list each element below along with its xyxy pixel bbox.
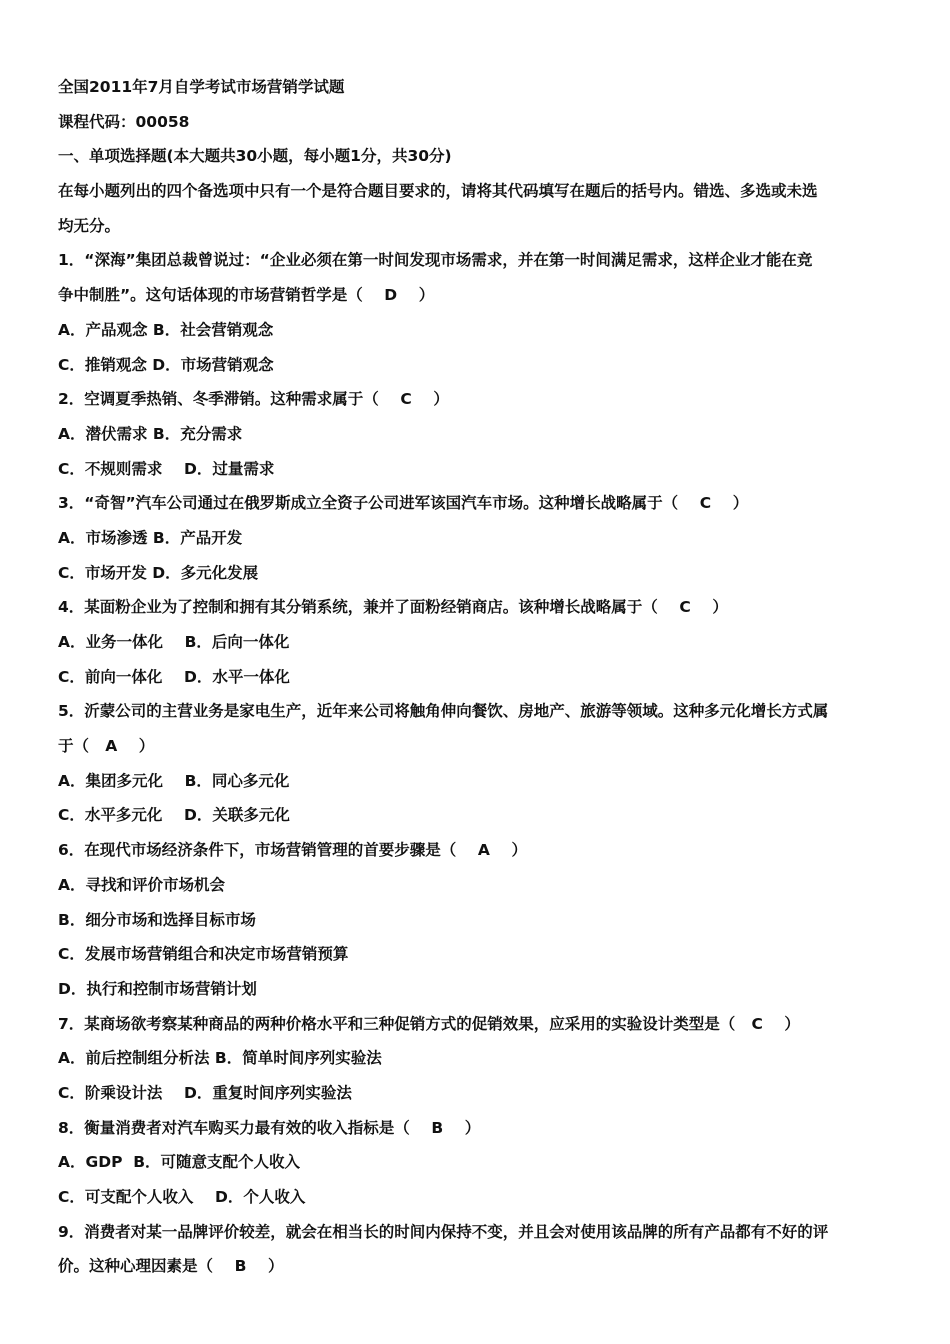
question-option: B．细分市场和选择目标市场 bbox=[58, 910, 256, 929]
question-option: A．寻找和评价市场机会 bbox=[58, 875, 225, 894]
question-option: A．业务一体化 B．后向一体化 bbox=[58, 633, 290, 651]
question-stem: 2．空调夏季热销、冬季滞销。这种需求属于（ C ） bbox=[58, 390, 449, 409]
question-stem: 3．“奇智”汽车公司通过在俄罗斯成立全资子公司进军该国汽车市场。这种增长战略属于（ C ） bbox=[58, 494, 749, 513]
question-stem: 6．在现代市场经济条件下，市场营销管理的首要步骤是（ A ） bbox=[58, 841, 527, 860]
section-heading: 一、单项选择题(本大题共30小题，每小题1分，共30分) bbox=[58, 147, 452, 166]
question-option: C．市场开发 D．多元化发展 bbox=[58, 563, 259, 582]
question-option: C．前向一体化 D．水平一体化 bbox=[58, 667, 290, 686]
question-stem: 9．消费者对某一品牌评价较差，就会在相当长的时间内保持不变，并且会对使用该品牌的所有产品都有不好的评 bbox=[58, 1222, 829, 1241]
question-option: A．产品观念 B．社会营销观念 bbox=[58, 320, 274, 339]
question-option: C．水平多元化 D．关联多元化 bbox=[58, 806, 290, 825]
question-stem: 7．某商场欲考察某种商品的两种价格水平和三种促销方式的促销效果，应采用的实验设计类型是（ C ） bbox=[58, 1014, 800, 1033]
question-option: A．GDP B．可随意支配个人收入 bbox=[58, 1153, 301, 1172]
question-option: C．不规则需求 D．过量需求 bbox=[58, 459, 275, 478]
question-option: A．前后控制组分析法 B．简单时间序列实验法 bbox=[58, 1049, 382, 1068]
instructions-line: 均无分。 bbox=[58, 216, 121, 235]
question-option: C．推销观念 D．市场营销观念 bbox=[58, 355, 274, 374]
document-body bbox=[58, 70, 898, 1284]
question-option: A．集团多元化 B．同心多元化 bbox=[58, 771, 290, 790]
question-stem: 于（ A ） bbox=[58, 737, 155, 756]
question-stem: 争中制胜”。这句话体现的市场营销哲学是（ D ） bbox=[58, 286, 435, 305]
question-stem: 1．“深海”集团总裁曾说过：“企业必须在第一时间发现市场需求，并在第一时间满足需求，这样企业才能在竞 bbox=[58, 251, 813, 270]
instructions-line: 在每小题列出的四个备选项中只有一个是符合题目要求的，请将其代码填写在题后的括号内。错选、多选或未选 bbox=[58, 182, 818, 201]
question-option: A．市场渗透 B．产品开发 bbox=[58, 528, 243, 547]
question-option: C．可支配个人收入 D．个人收入 bbox=[58, 1188, 306, 1206]
question-option: D．执行和控制市场营销计划 bbox=[58, 979, 257, 998]
document-title: 全国2011年7月自学考试市场营销学试题 bbox=[58, 78, 345, 96]
course-code: 课程代码：00058 bbox=[58, 112, 190, 131]
question-stem: 价。这种心理因素是（ B ） bbox=[58, 1257, 284, 1276]
question-stem: 5．沂蒙公司的主营业务是家电生产，近年来公司将触角伸向餐饮、房地产、旅游等领域。这种多元化增长方式属 bbox=[58, 702, 829, 721]
question-option: C．发展市场营销组合和决定市场营销预算 bbox=[58, 945, 349, 964]
question-stem: 8．衡量消费者对汽车购买力最有效的收入指标是（ B ） bbox=[58, 1118, 481, 1137]
question-option: C．阶乘设计法 D．重复时间序列实验法 bbox=[58, 1083, 352, 1102]
question-option: A．潜伏需求 B．充分需求 bbox=[58, 424, 243, 443]
question-stem: 4．某面粉企业为了控制和拥有其分销系统，兼并了面粉经销商店。该种增长战略属于（ C ） bbox=[58, 598, 728, 617]
